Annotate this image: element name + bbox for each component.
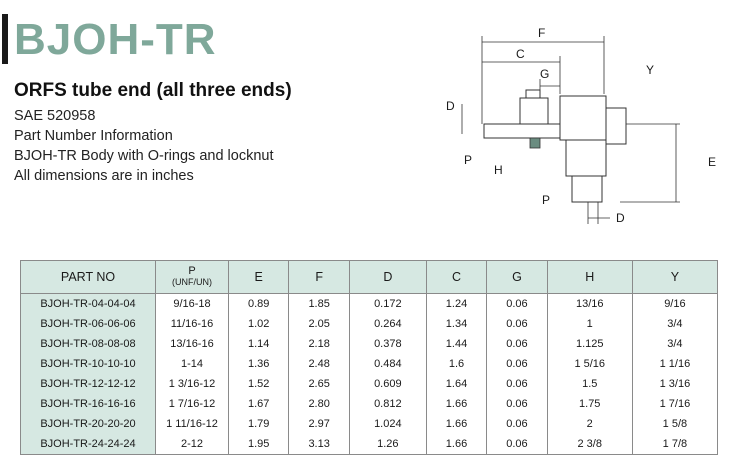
cell-h: 1: [547, 314, 632, 334]
table-row: [21, 414, 718, 434]
cell-c: 1.6: [426, 354, 486, 374]
cell-g: 0.06: [487, 394, 547, 414]
header-p: [156, 261, 229, 294]
cell-d: 0.264: [349, 314, 426, 334]
cell-part-no: BJOH-TR-20-20-20: [21, 414, 156, 434]
table-body: [21, 294, 718, 455]
cell-p: 9/16-18: [156, 294, 229, 315]
fitting-diagram: [440, 24, 730, 234]
label-g: G: [540, 67, 550, 81]
cell-h: 1.5: [547, 374, 632, 394]
cell-c: 1.44: [426, 334, 486, 354]
table-row: [21, 394, 718, 414]
tee-body-lower: [566, 140, 606, 176]
header-g: G: [487, 261, 547, 294]
bottom-tube-end: [572, 176, 602, 202]
cell-d: 0.812: [349, 394, 426, 414]
cell-e: 1.02: [229, 314, 289, 334]
tee-body-top: [560, 96, 606, 140]
label-f: F: [538, 26, 546, 40]
table-row: [21, 434, 718, 455]
cell-e: 1.79: [229, 414, 289, 434]
cell-g: 0.06: [487, 434, 547, 455]
cell-f: 1.85: [289, 294, 349, 315]
cell-e: 0.89: [229, 294, 289, 315]
label-y: Y: [646, 63, 655, 77]
cell-h: 2 3/8: [547, 434, 632, 455]
cell-c: 1.64: [426, 374, 486, 394]
cell-y: 1 5/8: [632, 414, 717, 434]
table-row: [21, 374, 718, 394]
cell-d: 0.378: [349, 334, 426, 354]
label-p-top: P: [464, 153, 473, 167]
cell-h: 1.75: [547, 394, 632, 414]
header-p-sub: (UNF/UN): [172, 277, 212, 287]
cell-c: 1.34: [426, 314, 486, 334]
cell-g: 0.06: [487, 334, 547, 354]
header-c: C: [426, 261, 486, 294]
part-number-table: [20, 260, 718, 455]
cell-p: 13/16-16: [156, 334, 229, 354]
page-subtitle: ORFS tube end (all three ends): [14, 80, 292, 101]
cell-e: 1.67: [229, 394, 289, 414]
cell-p: 1 11/16-12: [156, 414, 229, 434]
cell-h: 2: [547, 414, 632, 434]
cell-p: 11/16-16: [156, 314, 229, 334]
cell-f: 2.97: [289, 414, 349, 434]
cell-f: 3.13: [289, 434, 349, 455]
cell-e: 1.52: [229, 374, 289, 394]
table-row: [21, 354, 718, 374]
cell-p: 2-12: [156, 434, 229, 455]
header-p-label: P: [188, 265, 196, 277]
cell-y: 1 7/8: [632, 434, 717, 455]
header-h: H: [547, 261, 632, 294]
header-part-no: PART NO: [21, 261, 156, 294]
cell-f: 2.80: [289, 394, 349, 414]
cell-g: 0.06: [487, 354, 547, 374]
label-p-bottom: P: [542, 193, 551, 207]
cell-d: 0.609: [349, 374, 426, 394]
cell-e: 1.36: [229, 354, 289, 374]
cell-g: 0.06: [487, 314, 547, 334]
header-y: Y: [632, 261, 717, 294]
cell-d: 1.024: [349, 414, 426, 434]
cell-y: 1 1/16: [632, 354, 717, 374]
cell-h: 1.125: [547, 334, 632, 354]
info-standard: SAE 520958: [14, 108, 96, 124]
label-h: H: [494, 163, 503, 177]
cell-f: 2.65: [289, 374, 349, 394]
cell-part-no: BJOH-TR-10-10-10: [21, 354, 156, 374]
cell-h: 13/16: [547, 294, 632, 315]
cell-g: 0.06: [487, 374, 547, 394]
cell-part-no: BJOH-TR-24-24-24: [21, 434, 156, 455]
table-header-row: [21, 261, 718, 294]
cell-part-no: BJOH-TR-08-08-08: [21, 334, 156, 354]
cell-f: 2.05: [289, 314, 349, 334]
nut-top: [526, 90, 540, 98]
label-d-bottom: D: [616, 211, 625, 225]
cell-g: 0.06: [487, 414, 547, 434]
cell-h: 1 5/16: [547, 354, 632, 374]
cell-p: 1-14: [156, 354, 229, 374]
header-e: E: [229, 261, 289, 294]
cell-c: 1.66: [426, 434, 486, 455]
cell-y: 9/16: [632, 294, 717, 315]
cell-d: 0.172: [349, 294, 426, 315]
cell-e: 1.14: [229, 334, 289, 354]
cell-part-no: BJOH-TR-04-04-04: [21, 294, 156, 315]
cell-y: 3/4: [632, 314, 717, 334]
header-f: F: [289, 261, 349, 294]
label-c: C: [516, 47, 525, 61]
cell-p: 1 7/16-12: [156, 394, 229, 414]
cell-d: 1.26: [349, 434, 426, 455]
table-row: [21, 294, 718, 315]
info-units: All dimensions are in inches: [14, 168, 194, 184]
cell-g: 0.06: [487, 294, 547, 315]
cell-f: 2.18: [289, 334, 349, 354]
label-e: E: [708, 155, 717, 169]
info-part-number: Part Number Information: [14, 128, 173, 144]
cell-d: 0.484: [349, 354, 426, 374]
cell-p: 1 3/16-12: [156, 374, 229, 394]
cell-part-no: BJOH-TR-16-16-16: [21, 394, 156, 414]
table-row: [21, 314, 718, 334]
cell-f: 2.48: [289, 354, 349, 374]
cell-y: 1 3/16: [632, 374, 717, 394]
cell-part-no: BJOH-TR-06-06-06: [21, 314, 156, 334]
cell-y: 3/4: [632, 334, 717, 354]
title-accent-bar: [2, 14, 8, 64]
cell-c: 1.66: [426, 394, 486, 414]
right-tube-end: [606, 108, 626, 144]
cell-y: 1 7/16: [632, 394, 717, 414]
info-body: BJOH-TR Body with O-rings and locknut: [14, 148, 274, 164]
table-row: [21, 334, 718, 354]
header-d: D: [349, 261, 426, 294]
cell-c: 1.66: [426, 414, 486, 434]
cell-part-no: BJOH-TR-12-12-12: [21, 374, 156, 394]
page-title: BJOH-TR: [14, 15, 217, 64]
cell-c: 1.24: [426, 294, 486, 315]
label-d-top: D: [446, 99, 455, 113]
cell-e: 1.95: [229, 434, 289, 455]
o-ring-seal: [530, 138, 540, 148]
